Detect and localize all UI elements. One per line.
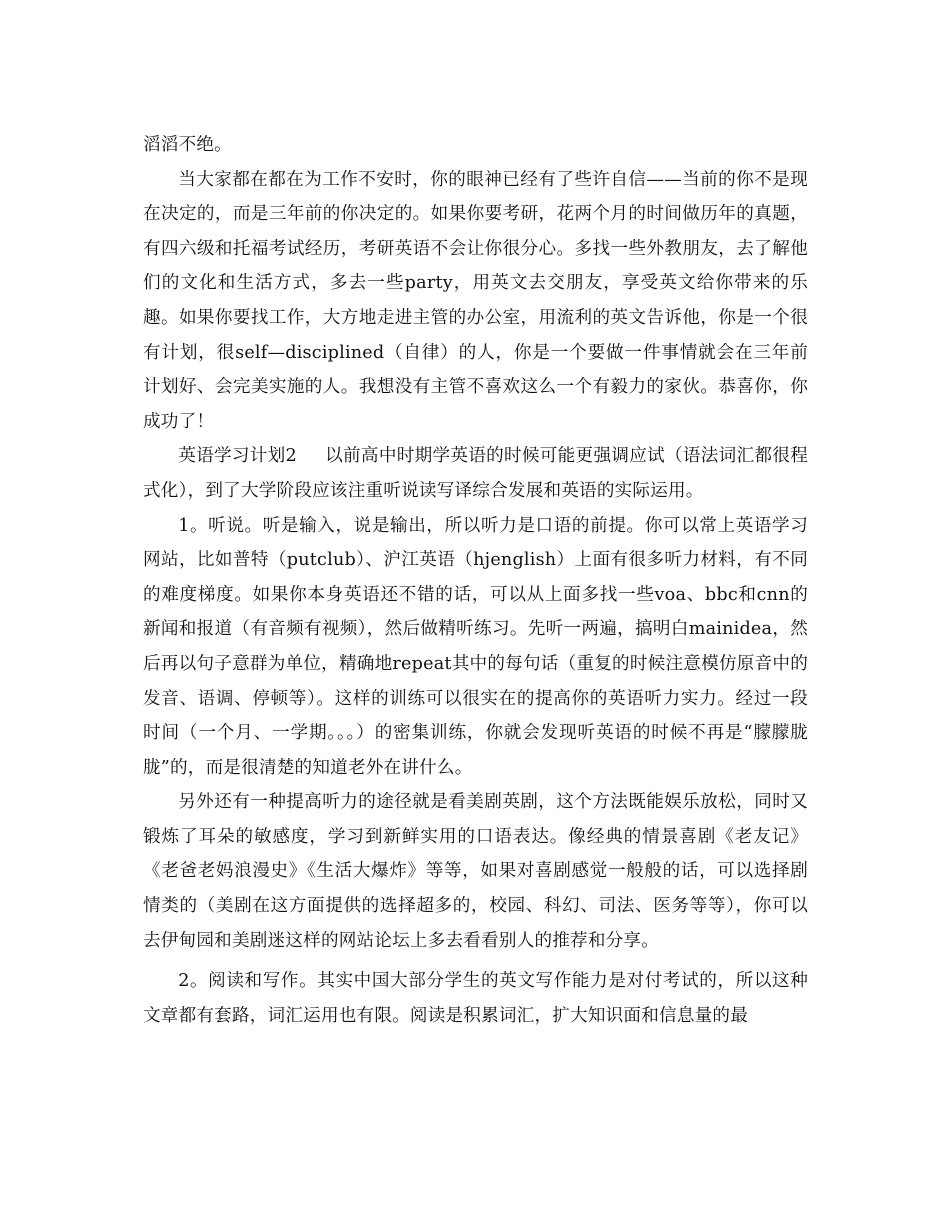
paragraph-tv-shows: 另外还有一种提高听力的途径就是看美剧英剧，这个方法既能娱乐放松，同时又锻炼了耳朵的敏感度，学习到新鲜实用的口语表达。像经典的情景喜剧《老友记》《老爸老妈浪漫史》《生活大爆炸》等等，如果对喜剧感觉一般般的话，可以选择剧情类的（美剧在这方面提供的选择超多的，校园、科幻、司法、医务等等），你可以去伊甸园和美剧迷这样的网站论坛上多去看看别人的推荐和分享。 <box>143 792 808 951</box>
section-heading-plan-2: 英语学习计划2 <box>178 446 297 467</box>
paragraph-plan-2-intro <box>143 439 808 508</box>
paragraph-continuation: 滔滔不绝。 <box>143 135 232 155</box>
plan-2-intro-text: 以前高中时期学英语的时候可能更强调应试（语法词汇都很程式化），到了大学阶段应该注重听说读写译综合发展和英语的实际运用。 <box>143 446 808 501</box>
document-body <box>143 128 808 1033</box>
paragraph-career-confidence: 当大家都在都在为工作不安时，你的眼神已经有了些许自信——当前的你不是现在决定的，而是三年前的你决定的。如果你要考研，花两个月的时间做历年的真题，有四六级和托福考试经历，考研英语不会让你很分心。多找一些外教朋友，去了解他们的文化和生活方式，多去一些party，用英文去交朋友，享受英文给你带来的乐趣。如果你要找工作，大方地走进主管的办公室，用流利的英文告诉他，你是一个很有计划，很self—disciplined（自律）的人，你是一个要做一件事情就会在三年前计划好、会完美实施的人。我想没有主管不喜欢这么一个有毅力的家伙。恭喜你，你成功了！ <box>143 169 808 432</box>
paragraph-reading-writing: 2。阅读和写作。其实中国大部分学生的英文写作能力是对付考试的，所以这种文章都有套路，词汇运用也有限。阅读是积累词汇，扩大知识面和信息量的最 <box>143 971 808 1026</box>
paragraph-listening-speaking: 1。听说。听是输入，说是输出，所以听力是口语的前提。你可以常上英语学习网站，比如普特（putclub）、沪江英语（hjenglish）上面有很多听力材料，有不同的难度梯度。如果你本身英语还不错的话，可以从上面多找一些voa、bbc和cnn的新闻和报道（有音频有视频），然后做精听练习。先听一两遍，搞明白mainidea，然后再以句子意群为单位，精确地repeat其中的每句话（重复的时候注意模仿原音中的发音、语调、停顿等）。这样的训练可以很实在的提高你的英语听力实力。经过一段时间（一个月、一学期。。。）的密集训练，你就会发现听英语的时候不再是“朦朦胧胧”的，而是很清楚的知道老外在讲什么。 <box>143 515 808 778</box>
